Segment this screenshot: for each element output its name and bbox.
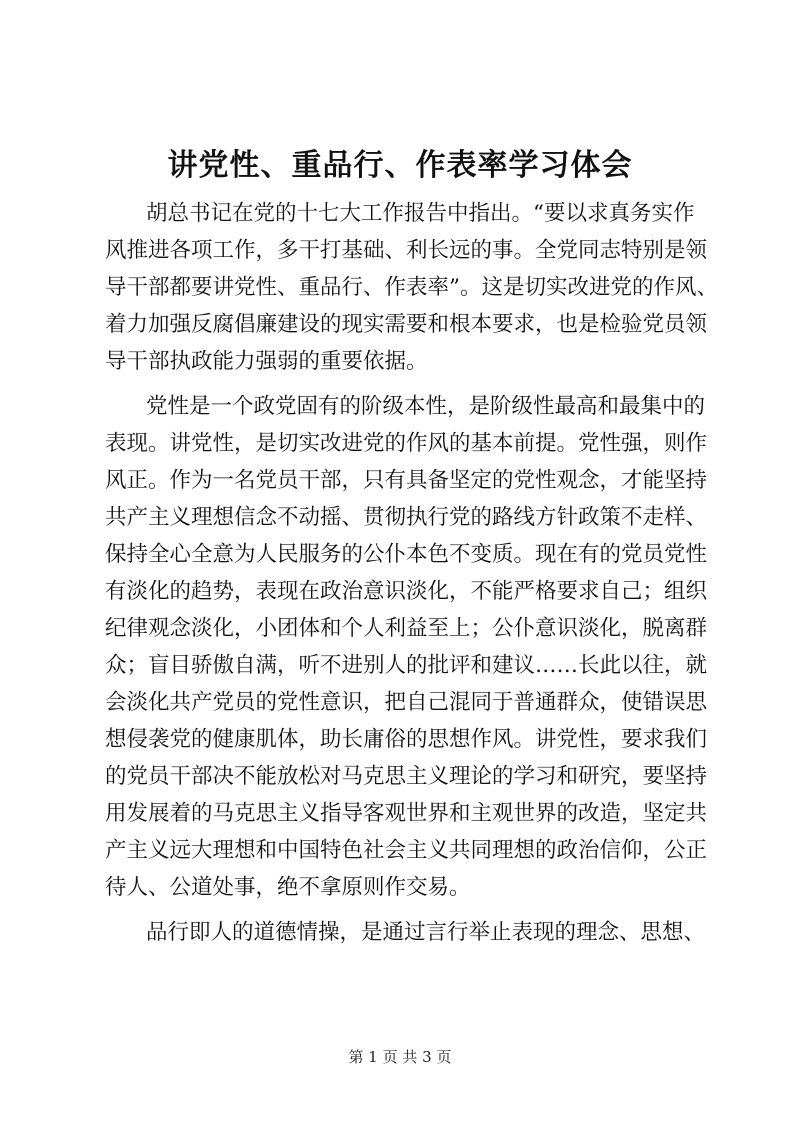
paragraph-line: 风正。作为一名党员干部，只有具备坚定的党性观念，才能坚持 [105, 468, 708, 493]
paragraph-line: 风推进各项工作，多干打基础、利长远的事。全党同志特别是领 [105, 238, 708, 263]
document-title: 讲党性、重品行、作表率学习体会 [167, 148, 633, 183]
paragraph-line: 导干部都要讲党性、重品行、作表率”。这是切实改进党的作风、 [105, 275, 718, 300]
paragraph-line: 品行即人的道德情操，是通过言行举止表现的理念、思想、 [146, 920, 706, 945]
paragraph-line: 着力加强反腐倡廉建设的现实需要和根本要求，也是检验党员领 [105, 312, 708, 337]
paragraph-line: 会淡化共产党员的党性意识，把自己混同于普通群众，使错误思 [105, 690, 708, 715]
paragraph-line: 表现。讲党性，是切实改进党的作风的基本前提。党性强，则作 [105, 431, 708, 456]
paragraph-line: 共产主义理想信念不动摇、贯彻执行党的路线方针政策不走样、 [105, 505, 708, 530]
page-number: 第 1 页 共 3 页 [348, 1048, 452, 1066]
paragraph-line: 想侵袭党的健康肌体，助长庸俗的思想作风。讲党性，要求我们 [105, 727, 708, 752]
paragraph-line: 的党员干部决不能放松对马克思主义理论的学习和研究，要坚持 [105, 764, 708, 789]
paragraph-line: 党性是一个政党固有的阶级本性，是阶级性最高和最集中的 [146, 394, 706, 419]
paragraph-line: 有淡化的趋势，表现在政治意识淡化，不能严格要求自己；组织 [105, 579, 708, 604]
paragraph-line: 纪律观念淡化，小团体和个人利益至上；公仆意识淡化，脱离群 [105, 616, 708, 641]
paragraph-line: 待人、公道处事，绝不拿原则作交易。 [105, 875, 471, 900]
paragraph-line: 保持全心全意为人民服务的公仆本色不变质。现在有的党员党性 [105, 542, 708, 567]
paragraph-line: 用发展着的马克思主义指导客观世界和主观世界的改造，坚定共 [105, 801, 708, 826]
paragraph-line: 众；盲目骄傲自满，听不进别人的批评和建议……长此以往，就 [105, 653, 708, 678]
paragraph-line: 产主义远大理想和中国特色社会主义共同理想的政治信仰，公正 [105, 838, 708, 863]
paragraph-line: 导干部执政能力强弱的重要依据。 [105, 349, 428, 374]
paragraph-line: 胡总书记在党的十七大工作报告中指出。“要以求真务实作 [146, 201, 695, 226]
